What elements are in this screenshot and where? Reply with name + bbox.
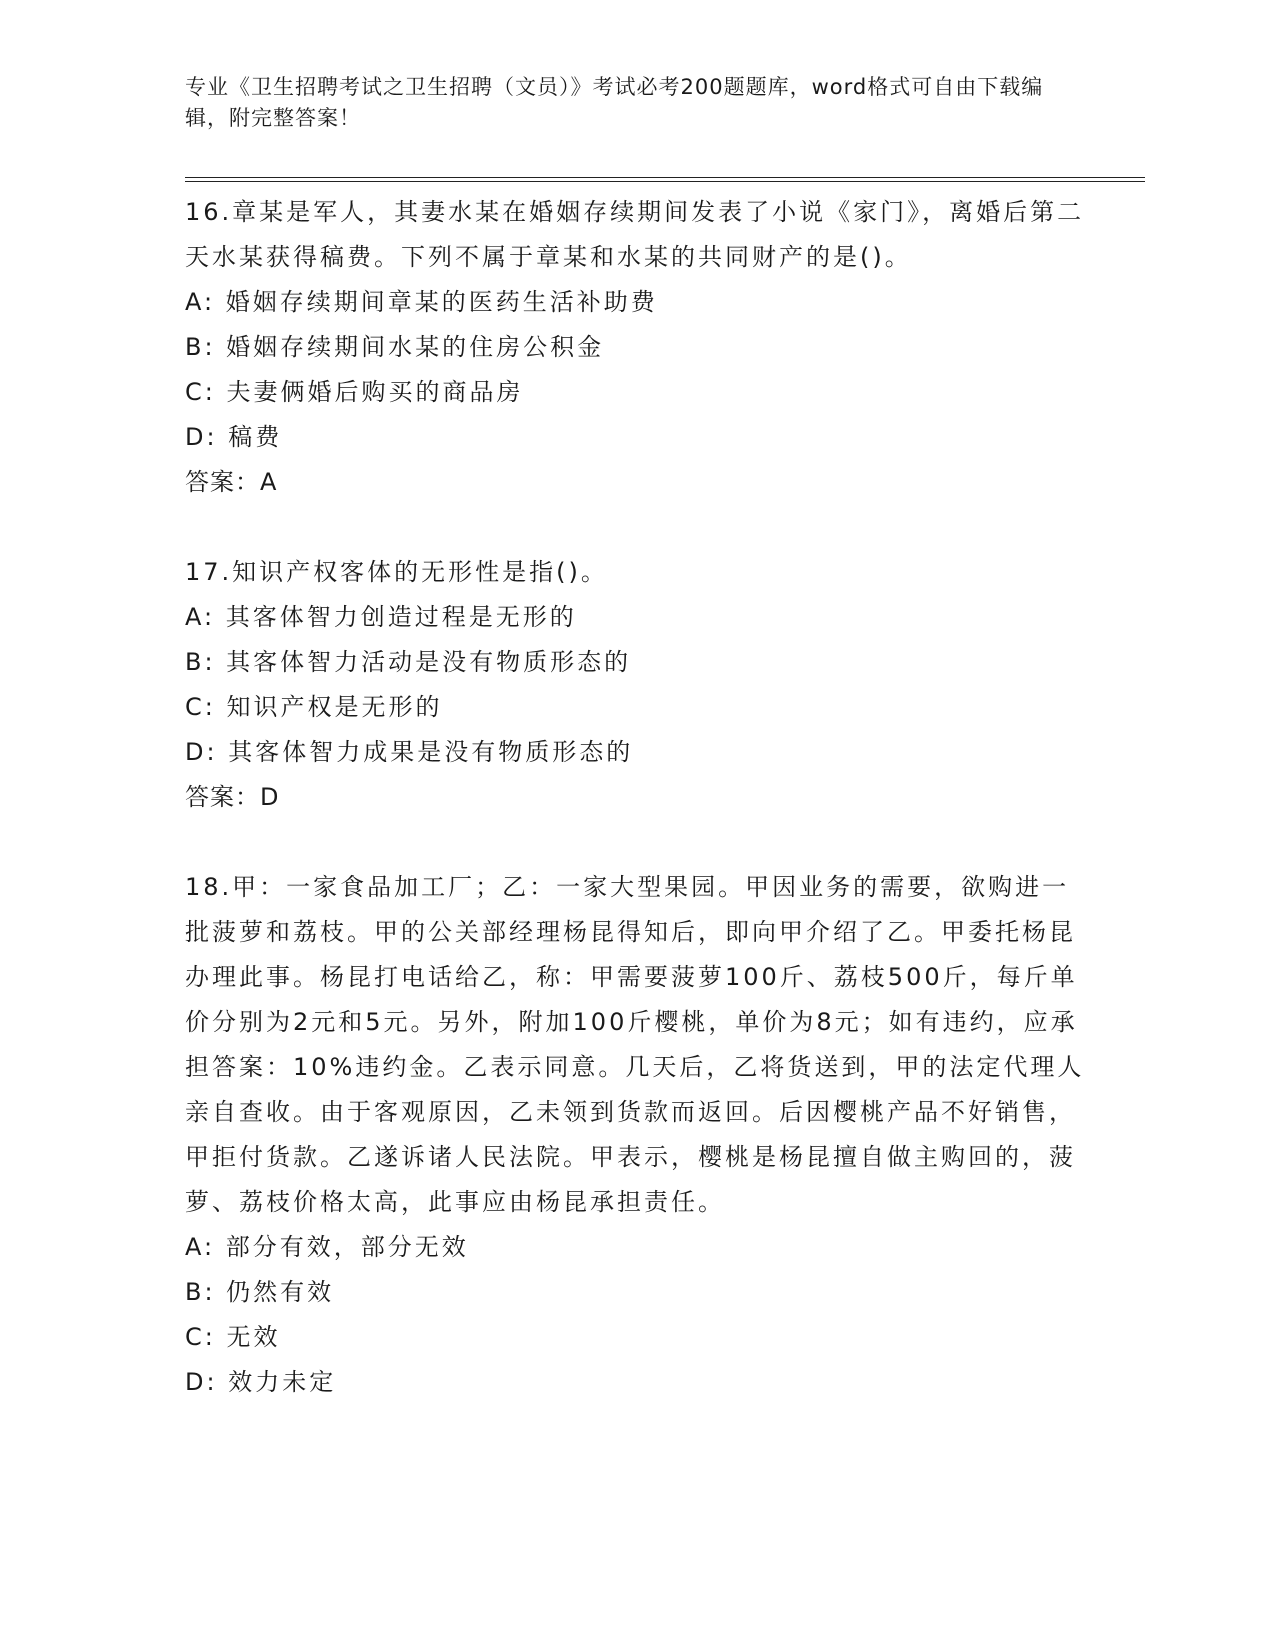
question-17 [185,550,1085,820]
header-divider [185,177,1145,182]
option-a: A: 婚姻存续期间章某的医药生活补助费 [185,288,658,316]
question-18 [185,865,1085,1405]
option-d: D: 效力未定 [185,1368,337,1396]
question-stem: 18.甲：一家食品加工厂；乙：一家大型果园。甲因业务的需要，欲购进一批菠萝和荔枝。甲的公关部经理杨昆得知后，即向甲介绍了乙。甲委托杨昆办理此事。杨昆打电话给乙，称：甲需要菠萝100斤、荔枝500斤，每斤单价分别为2元和5元。另外，附加100斤樱桃，单价为8元；如有违约，应承担答案：10%违约金。乙表示同意。几天后，乙将货送到，甲的法定代理人亲自查收。由于客观原因，乙未领到货款而返回。后因樱桃产品不好销售，甲拒付货款。乙遂诉诸人民法院。甲表示，樱桃是杨昆擅自做主购回的，菠萝、荔枝价格太高，此事应由杨昆承担责任。 [185,873,1085,1216]
option-d: D: 其客体智力成果是没有物质形态的 [185,738,634,766]
question-list [185,190,1085,1405]
option-a: A: 部分有效，部分无效 [185,1233,469,1261]
option-c: C: 知识产权是无形的 [185,693,443,721]
option-b: B: 仍然有效 [185,1278,335,1306]
option-a: A: 其客体智力创造过程是无形的 [185,603,577,631]
question-stem: 16.章某是军人，其妻水某在婚姻存续期间发表了小说《家门》，离婚后第二天水某获得稿费。下列不属于章某和水某的共同财产的是()。 [185,198,1085,271]
answer-line: 答案：A [185,468,278,496]
question-spacer [185,820,1085,865]
option-d: D: 稿费 [185,423,283,451]
option-b: B: 其客体智力活动是没有物质形态的 [185,648,632,676]
option-c: C: 夫妻俩婚后购买的商品房 [185,378,524,406]
question-16 [185,190,1085,505]
question-spacer [185,505,1085,550]
question-stem: 17.知识产权客体的无形性是指()。 [185,558,608,586]
answer-line: 答案：D [185,783,280,811]
option-b: B: 婚姻存续期间水某的住房公积金 [185,333,605,361]
option-c: C: 无效 [185,1323,281,1351]
document-header: 专业《卫生招聘考试之卫生招聘（文员）》考试必考200题题库，word格式可自由下载编辑，附完整答案！ [185,75,1044,130]
